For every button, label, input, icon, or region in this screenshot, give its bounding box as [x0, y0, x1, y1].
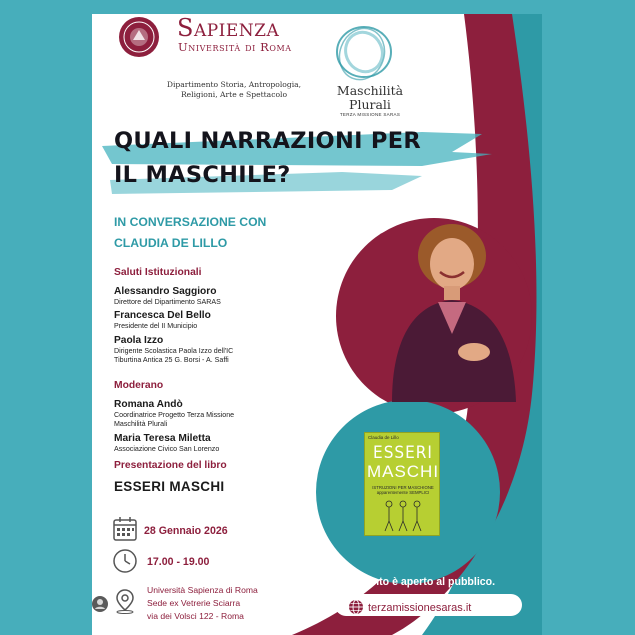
location-line: via dei Volsci 122 - Roma — [147, 611, 244, 621]
university-name: Sapienza — [177, 14, 280, 42]
location-line: Sede ex Vetrerie Sciarra — [147, 598, 241, 608]
conversation-label: IN CONVERSAZIONE CON — [114, 215, 267, 229]
moderator-name: Romana Andò — [114, 399, 183, 410]
moderator-role: Coordinatrice Progetto Terza Missione — [114, 411, 235, 419]
profile-avatar-icon[interactable] — [92, 596, 108, 612]
location-pin-icon — [112, 588, 138, 614]
event-poster — [92, 14, 542, 635]
event-title-line1: QUALI NARRAZIONI PER — [114, 128, 422, 154]
speaker-role: Direttore del Dipartimento SARAS — [114, 298, 221, 306]
project-title-line1: Maschilità — [336, 83, 404, 98]
event-title-line2: IL MASCHILE? — [114, 162, 291, 188]
speaker-name: Paola Izzo — [114, 335, 164, 346]
greetings-label: Saluti Istituzionali — [114, 267, 202, 278]
speaker-name: Francesca Del Bello — [114, 310, 211, 321]
book-label: Presentazione del libro — [114, 460, 227, 471]
website-link[interactable]: terzamissionesaras.it — [368, 602, 472, 614]
speaker-role: Presidente del II Municipio — [114, 322, 198, 330]
speaker-role: Dirigente Scolastica Paola Izzo dell'IC — [114, 347, 234, 355]
sapienza-seal-icon — [118, 16, 160, 58]
book-cover-illustration — [379, 499, 427, 533]
book-cover — [364, 432, 440, 536]
moderators-label: Moderano — [114, 380, 164, 391]
moderator-role: Maschilità Plurali — [114, 420, 168, 428]
book-cover-subtitle: ISTRUZIONI PER MASCHIONE apparentemente SEMPLICI — [372, 485, 434, 496]
event-time: 17.00 - 19.00 — [147, 556, 210, 568]
globe-icon — [348, 599, 364, 615]
project-subtitle: TERZA MISSIONE SARAS — [339, 112, 401, 117]
event-date: 28 Gennaio 2026 — [144, 525, 228, 537]
moderator-role: Associazione Civico San Lorenzo — [114, 445, 220, 453]
book-cover-title-line1: ESSERI — [373, 443, 433, 463]
speaker-name: Alessandro Saggioro — [114, 286, 217, 297]
book-cover-title-line2: MASCHI — [366, 462, 440, 481]
speaker-role: Tiburtina Antica 25 G. Borsi - A. Saffi — [114, 356, 229, 364]
university-city: Università di Roma — [178, 40, 292, 54]
maschilita-plurali-logo-icon — [328, 18, 398, 88]
location-line: Università Sapienza di Roma — [147, 585, 258, 595]
clock-icon — [112, 548, 138, 574]
department-name: Dipartimento Storia, Antropologia, Religioni, Arte e Spettacolo — [166, 80, 302, 100]
book-cover-author: Claudia de Lillo — [368, 435, 399, 440]
calendar-icon — [112, 516, 138, 542]
guest-name: CLAUDIA DE LILLO — [114, 236, 228, 250]
open-to-public-text: L'evento è aperto al pubblico. — [346, 576, 496, 588]
book-title: ESSERI MASCHI — [114, 479, 225, 494]
project-title-line2: Plurali — [349, 97, 391, 112]
moderator-name: Maria Teresa Miletta — [114, 433, 211, 444]
guest-photo — [282, 212, 534, 417]
